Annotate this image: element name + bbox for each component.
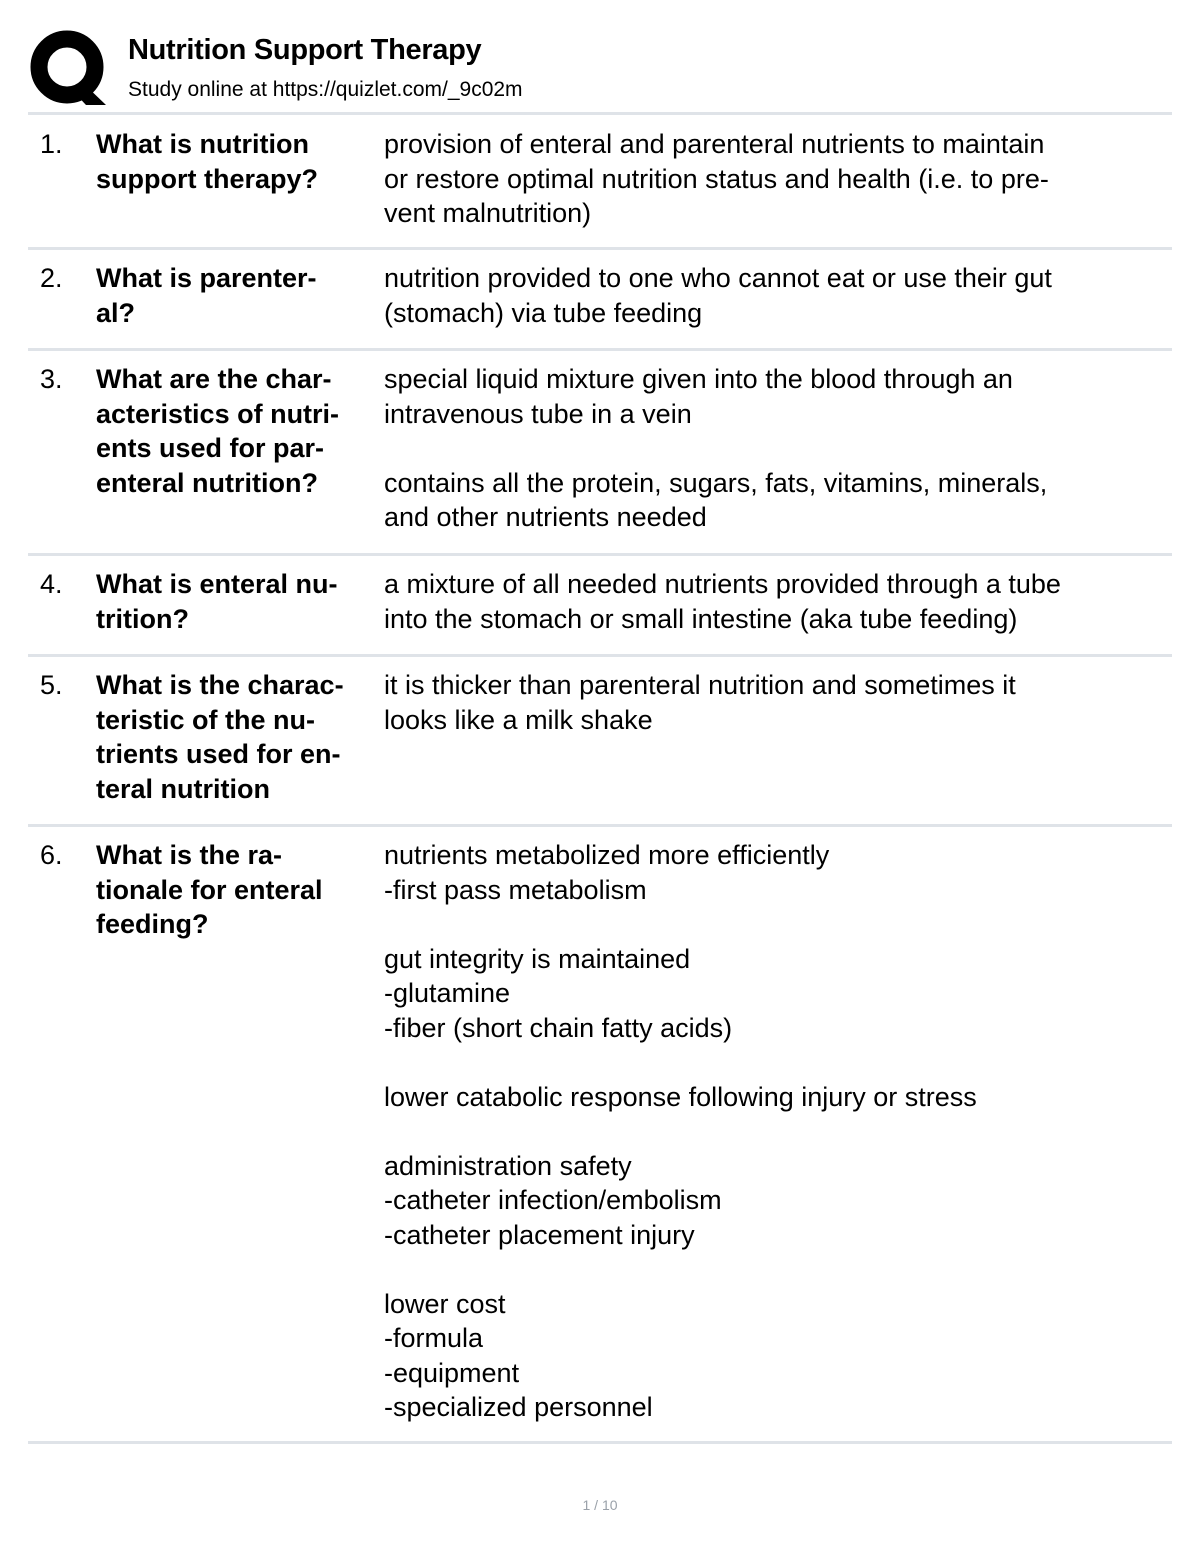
- card-term: [96, 668, 368, 806]
- card-definition: [384, 362, 1174, 535]
- term-line: trition?: [96, 603, 189, 634]
- card-number: 4.: [40, 569, 63, 599]
- card-definition: [384, 127, 1174, 231]
- document-title: Nutrition Support Therapy: [128, 34, 482, 66]
- definition-line: (stomach) via tube feeding: [384, 297, 703, 328]
- term-line: What is the charac-: [96, 670, 344, 700]
- definition-line: into the stomach or small intestine (aka tube feeding): [384, 603, 1018, 634]
- definition-line: nutrition provided to one who cannot eat or use their gut: [384, 263, 1052, 293]
- divider: [28, 1441, 1172, 1444]
- definition-line: [384, 1252, 1174, 1287]
- definition-line: -specialized personnel: [384, 1392, 653, 1422]
- definition-line: -catheter infection/embolism: [384, 1185, 722, 1215]
- definition-line: vent malnutrition): [384, 198, 592, 228]
- term-line: feeding?: [96, 909, 209, 939]
- term-line: enteral nutrition?: [96, 467, 318, 498]
- term-line: What is the ra-: [96, 840, 283, 870]
- card-term: [96, 567, 368, 636]
- card-definition: [384, 261, 1174, 330]
- term-line: trients used for en-: [96, 739, 341, 769]
- card-term: [96, 261, 368, 330]
- definition-line: looks like a milk shake: [384, 704, 653, 735]
- card-definition: [384, 567, 1174, 636]
- definition-line: gut integrity is maintained: [384, 943, 691, 974]
- term-line: acteristics of nutri-: [96, 398, 340, 429]
- document-header: [30, 30, 1172, 110]
- definition-line: intravenous tube in a vein: [384, 398, 692, 429]
- card-term: [96, 838, 368, 942]
- term-line: What is enteral nu-: [96, 569, 338, 599]
- definition-line: nutrients metabolized more efficiently: [384, 840, 830, 870]
- term-line: teral nutrition: [96, 773, 270, 804]
- card-number: 3.: [40, 364, 63, 394]
- term-line: support therapy?: [96, 163, 319, 194]
- flashcard-row: [28, 115, 1172, 247]
- definition-line: and other nutrients needed: [384, 502, 707, 532]
- definition-line: [384, 1045, 1174, 1080]
- flashcard-row: [28, 556, 1172, 654]
- term-line: teristic of the nu-: [96, 704, 316, 735]
- definition-line: -fiber (short chain fatty acids): [384, 1012, 733, 1043]
- card-number: 5.: [40, 670, 63, 700]
- definition-line: -formula: [384, 1323, 484, 1353]
- definition-line: -glutamine: [384, 978, 511, 1008]
- definition-line: a mixture of all needed nutrients provided through a tube: [384, 569, 1061, 599]
- quizlet-logo-icon: [30, 30, 108, 106]
- card-number: 1.: [40, 129, 63, 159]
- definition-line: provision of enteral and parenteral nutrients to maintain: [384, 129, 1045, 159]
- definition-line: lower cost: [384, 1288, 506, 1319]
- definition-line: [384, 1114, 1174, 1149]
- study-online-link[interactable]: Study online at https://quizlet.com/_9c02m: [128, 78, 523, 101]
- definition-line: [384, 907, 1174, 942]
- flashcard-row: [28, 657, 1172, 824]
- flashcard-list: [28, 112, 1172, 1444]
- card-definition: [384, 838, 1174, 1425]
- definition-line: or restore optimal nutrition status and health (i.e. to pre-: [384, 163, 1049, 194]
- definition-line: it is thicker than parenteral nutrition and sometimes it: [384, 670, 1016, 700]
- definition-line: contains all the protein, sugars, fats, vitamins, minerals,: [384, 467, 1048, 498]
- definition-line: -equipment: [384, 1357, 520, 1388]
- card-number: 6.: [40, 840, 63, 870]
- definition-line: lower catabolic response following injury or stress: [384, 1081, 977, 1112]
- term-line: ents used for par-: [96, 433, 325, 463]
- term-line: What is nutrition: [96, 129, 309, 159]
- definition-line: -first pass metabolism: [384, 874, 647, 905]
- page-indicator: 1 / 10: [582, 1497, 618, 1513]
- term-line: tionale for enteral: [96, 874, 323, 905]
- card-term: [96, 127, 368, 196]
- definition-line: administration safety: [384, 1150, 632, 1181]
- flashcard-row: [28, 827, 1172, 1441]
- term-line: What is parenter-: [96, 263, 317, 293]
- card-number: 2.: [40, 263, 63, 293]
- definition-line: special liquid mixture given into the blood through an: [384, 364, 1013, 394]
- card-definition: [384, 668, 1174, 737]
- card-term: [96, 362, 368, 500]
- term-line: al?: [96, 297, 136, 328]
- definition-line: [384, 431, 1174, 466]
- definition-line: -catheter placement injury: [384, 1219, 695, 1250]
- flashcard-row: [28, 351, 1172, 553]
- term-line: What are the char-: [96, 364, 332, 394]
- flashcard-row: [28, 250, 1172, 348]
